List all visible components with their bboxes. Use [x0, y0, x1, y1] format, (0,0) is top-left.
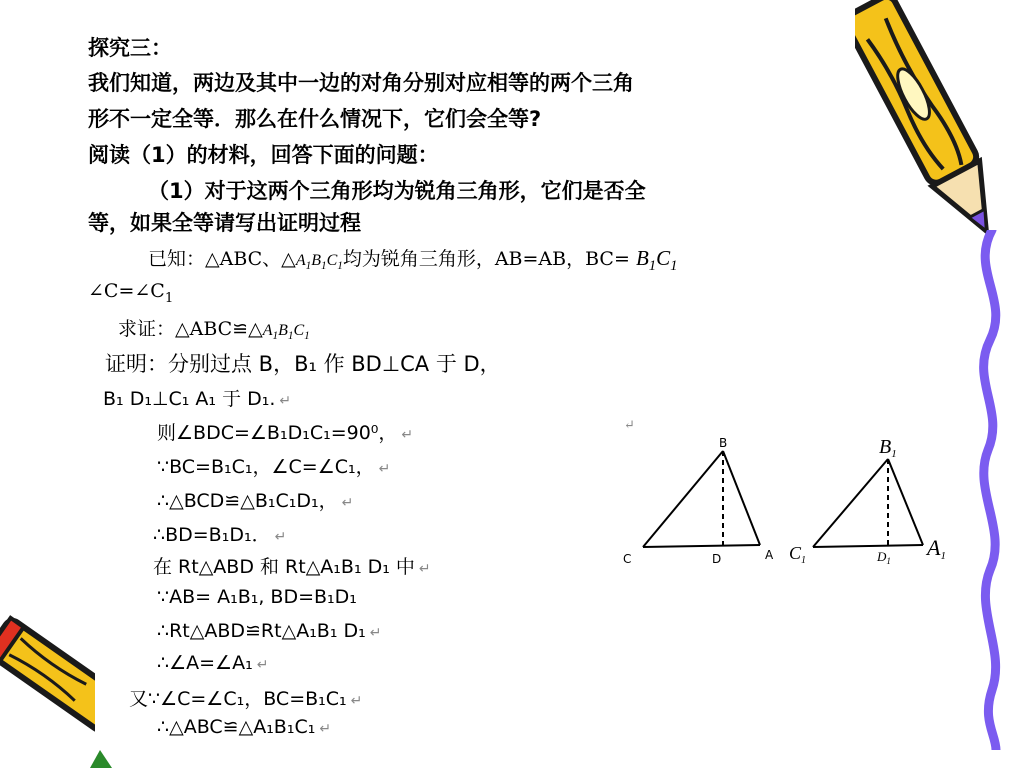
label-d: D	[712, 552, 722, 566]
label-d1: $D_1$	[877, 549, 891, 566]
read-prompt: 阅读（1）的材料，回答下面的问题：	[88, 143, 439, 167]
proof-line: ∵AB= A₁B₁, BD=B₁D₁	[157, 586, 357, 608]
proof-line: 则∠BDC=∠B₁D₁C₁=90⁰， ↵	[157, 422, 414, 444]
label-a1: A1	[927, 535, 946, 562]
label-b: B	[719, 436, 728, 450]
triangle-figures	[615, 425, 960, 575]
intro-line-1: 我们知道，两边及其中一边的对角分别对应相等的两个三角	[88, 71, 634, 95]
triangle-abc	[643, 451, 760, 547]
proof-line: 在 Rt△ABD 和 Rt△A₁B₁ D₁ 中 ↵	[153, 556, 431, 578]
proof-line: ∴Rt△ABD≌Rt△A₁B₁ D₁ ↵	[157, 620, 382, 642]
label-c: C	[623, 552, 632, 566]
section-heading: 探究三：	[88, 36, 172, 60]
proof-line: B₁ D₁⊥C₁ A₁ 于 D₁. ↵	[103, 388, 292, 410]
pencil-top-right-icon	[855, 0, 1005, 250]
proof-block	[95, 342, 605, 748]
label-b1: $B_1$	[879, 436, 897, 460]
return-mark: ↵	[624, 418, 635, 433]
proof-line: ∴△BCD≌△B₁C₁D₁， ↵	[157, 490, 354, 512]
proof-line: ∵BC=B₁C₁，∠C=∠C₁， ↵	[157, 456, 391, 478]
triangle-a1b1c1	[813, 459, 923, 547]
prove-line: 求证：$\triangle ABC≌\triangle A_1B_1C_1$	[118, 318, 310, 343]
question-line-1: （1）对于这两个三角形均为锐角三角形，它们是否全	[148, 179, 646, 203]
proof-line: ∴BD=B₁D₁． ↵	[153, 524, 287, 546]
given-angle-line: $\angle C=\angle C_1$	[88, 280, 174, 306]
proof-line: ∴∠A=∠A₁ ↵	[157, 652, 269, 674]
given-line: 已知：△ABC、$\triangle A_1B_1C_1$均为锐角三角形，AB=AB，$BC= B_1C_1$	[148, 246, 678, 275]
intro-line-2: 形不一定全等．那么在什么情况下，它们会全等?	[88, 107, 542, 131]
proof-line: 又∵∠C=∠C₁，BC=B₁C₁ ↵	[129, 688, 363, 710]
label-a: A	[765, 548, 774, 562]
label-c1: $C_1$	[789, 543, 807, 566]
question-line-2: 等，如果全等请写出证明过程	[88, 211, 361, 235]
proof-line: ∴△ABC≌△A₁B₁C₁ ↵	[157, 716, 332, 738]
proof-line: 证明：分别过点 B，B₁ 作 BD⊥CA 于 D，	[105, 352, 501, 376]
